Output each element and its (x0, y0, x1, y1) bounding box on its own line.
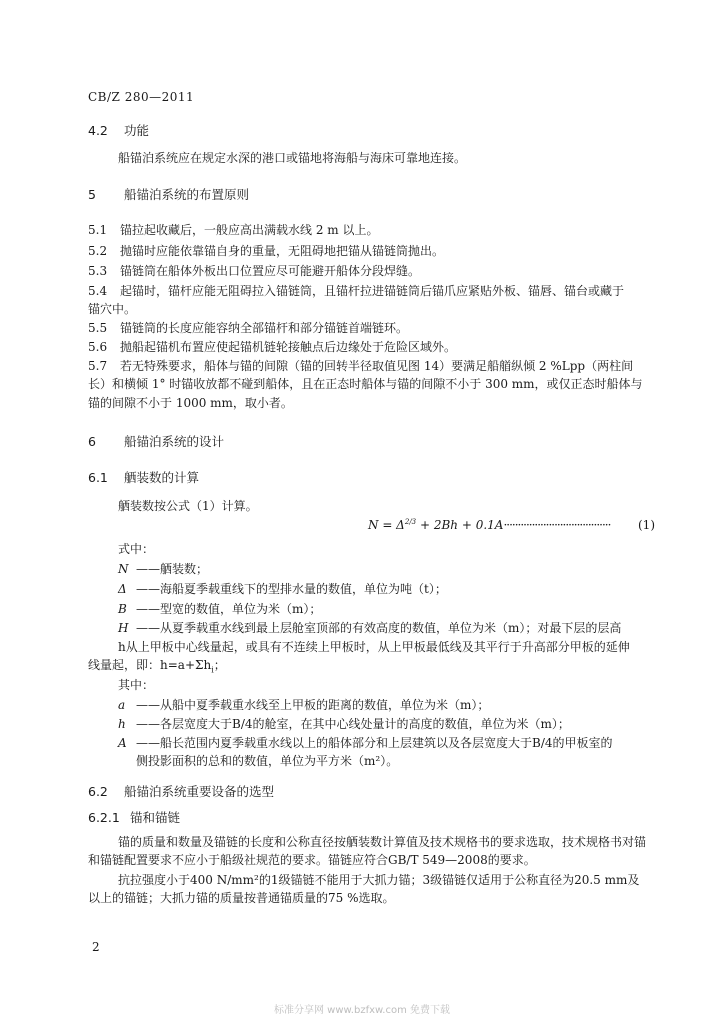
equation (368, 518, 610, 532)
item-number: 5.6 (88, 340, 108, 354)
item-text: 若无特殊要求，船体与锚的间隙（锚的回转半径取值见图 14）要满足船艏纵倾 2 %Lpp（两柱间 (120, 359, 634, 373)
list-item-continuation: 锚的间隙不小于 1000 mm，取小者。 (88, 396, 293, 410)
section-title: 船锚泊系统的布置原则 (124, 187, 250, 202)
section-number: 6.2.1 (88, 810, 120, 825)
item-number: 5.2 (88, 244, 108, 258)
definition-symbol: A (118, 736, 127, 750)
section-number: 4.2 (88, 123, 108, 138)
section-number: 6 (88, 434, 96, 449)
definition-item (118, 560, 208, 577)
formula-intro: 舾装数按公式（1）计算。 (118, 499, 258, 513)
definition-text: ——船长范围内夏季载重水线以上的船体部分和上层建筑以及各层宽度大于B/4的甲板室的 (136, 736, 613, 750)
item-text: 锚链筒的长度应能容纳全部锚杆和部分锚链首端链环。 (120, 321, 409, 335)
item-number: 5.7 (88, 359, 108, 373)
section-number: 5 (88, 187, 96, 202)
definition-text: ——从夏季载重水线到最上层舱室顶部的有效高度的数值，单位为米（m）；对最下层的层高 (136, 621, 622, 635)
section-title: 锚和锚链 (130, 810, 181, 825)
equation-number: (1) (638, 518, 655, 532)
definition-text: ——海船夏季载重线下的型排水量的数值，单位为吨（t）； (136, 582, 447, 596)
section-6-2-1-heading (88, 808, 180, 826)
page-number: 2 (92, 940, 100, 954)
definition-continuation (88, 656, 226, 674)
definition-item (118, 715, 570, 732)
where-label: 式中： (118, 542, 155, 556)
list-item (88, 282, 624, 299)
definition-item (118, 734, 613, 751)
definition-text: ——舾装数； (136, 562, 209, 576)
section-title: 船锚泊系统重要设备的选型 (124, 784, 275, 799)
leader-dots: ······································ (503, 518, 611, 532)
section-title: 船锚泊系统的设计 (124, 434, 225, 449)
paragraph: 抗拉强度小于400 N/mm²的1级锚链不能用于大抓力锚；3级锚链仅适用于公称直径为20.5 mm及以上的锚链；大抓力锚的质量按普通锚质量的75 %选取。 (88, 873, 640, 905)
definition-item (118, 600, 321, 617)
document-code: CB/Z 280—2011 (88, 90, 195, 104)
where-label: 其中： (118, 678, 155, 692)
definition-item (118, 580, 447, 597)
definition-item (118, 696, 489, 713)
list-item (88, 221, 378, 238)
section-number: 6.2 (88, 784, 108, 799)
definition-item (118, 619, 621, 636)
footer-watermark: 标准分享网 www.bzfxw.com 免费下载 (274, 1005, 450, 1016)
item-number: 5.5 (88, 321, 108, 335)
definition-symbol: a (118, 698, 126, 712)
item-number: 5.4 (88, 284, 108, 298)
list-item-continuation: 长）和横倾 1° 时锚收放都不碰到船体，且在正态时船体与锚的间隙不小于 300 mm，或仅正态时船体与 (88, 377, 643, 391)
item-number: 5.3 (88, 264, 108, 278)
list-item (88, 262, 420, 279)
section-title: 舾装数的计算 (124, 470, 200, 485)
list-item-continuation: 锚穴中。 (88, 302, 137, 316)
equation-exponent: 2/3 (404, 518, 417, 526)
item-text: 抛锚时应能依靠锚自身的重量，无阻碍地把锚从锚链筒抛出。 (120, 244, 445, 258)
definition-symbol: H (118, 621, 129, 635)
definition-symbol: h (118, 717, 126, 731)
section-title: 功能 (124, 123, 150, 138)
section-5-heading (88, 185, 249, 203)
continuation-end: ； (213, 658, 226, 672)
definition-text: ——从船中夏季载重水线至上甲板的距离的数值，单位为米（m）； (136, 698, 490, 712)
paragraph: 锚的质量和数量及锚链的长度和公称直径按舾装数计算值及技术规格书的要求选取，技术规格书对锚和锚链配置要求不应小于船级社规范的要求。锚链应符合GB/T 549—2008的要求。 (88, 835, 647, 867)
definition-text: ——各层宽度大于B/4的舱室，在其中心线处量计的高度的数值，单位为米（m）； (136, 717, 570, 731)
definition-symbol: Δ (118, 582, 127, 596)
item-number: 5.1 (88, 223, 108, 237)
continuation-text: 线量起，即：h=a+Σh (88, 658, 212, 672)
item-text: 锚拉起收藏后，一般应高出满载水线 2 m 以上。 (120, 223, 379, 237)
item-text: 起锚时，锚杆应能无阻碍拉入锚链筒，且锚杆拉进锚链筒后锚爪应紧贴外板、锚唇、锚台或藏于 (120, 284, 625, 298)
section-6-2-heading (88, 782, 274, 800)
definition-continuation: h从上甲板中心线量起，或具有不连续上甲板时，从上甲板最低线及其平行于升高部分甲板的延伸 (118, 640, 630, 654)
equation-lhs: N = Δ (368, 518, 405, 532)
list-item (88, 319, 408, 336)
section-6-heading (88, 432, 224, 450)
item-text: 抛船起锚机布置应使起锚机链轮接触点后边缘处于危险区域外。 (120, 340, 457, 354)
definition-symbol: B (118, 602, 127, 616)
definition-text: ——型宽的数值，单位为米（m）； (136, 602, 322, 616)
equation-rhs: + 2Bh + 0.1A (419, 518, 504, 532)
subscript: i (211, 665, 214, 675)
list-item (88, 357, 633, 374)
definition-continuation: 侧投影面积的总和的数值，单位为平方米（m²）。 (136, 754, 399, 768)
item-text: 锚链筒在船体外板出口位置应尽可能避开船体分段焊缝。 (120, 264, 421, 278)
section-4-2-body: 船锚泊系统应在规定水深的港口或锚地将海船与海床可靠地连接。 (118, 151, 467, 165)
section-4-2-heading (88, 121, 149, 139)
definition-symbol: N (118, 562, 129, 576)
list-item (88, 242, 444, 259)
section-6-1-heading (88, 468, 199, 486)
section-number: 6.1 (88, 470, 108, 485)
list-item (88, 338, 456, 355)
